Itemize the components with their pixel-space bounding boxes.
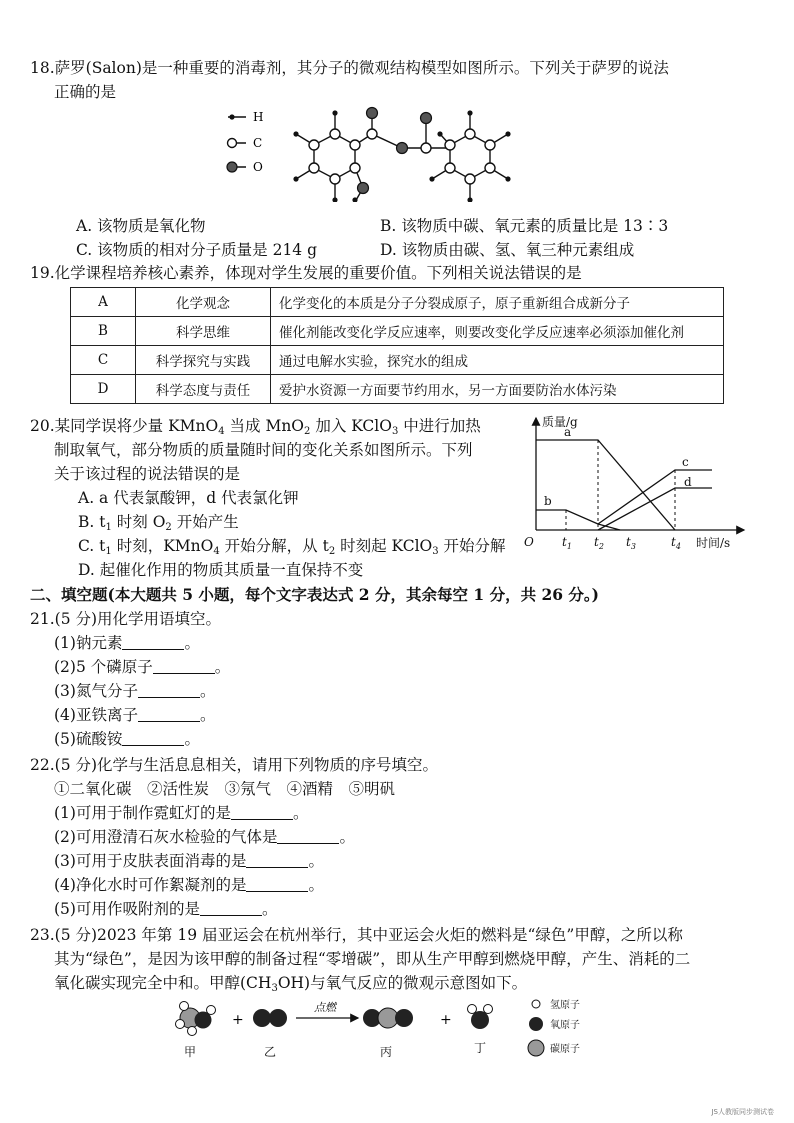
option-letter: C: [71, 346, 136, 375]
answer-blank[interactable]: [138, 707, 200, 722]
curve-a-label: a: [564, 425, 572, 439]
table-row: [71, 375, 724, 404]
page-footer: JS人教版同步测试卷: [711, 1108, 774, 1116]
option-letter: D: [71, 375, 136, 404]
q18-option-c: C. 该物质的相对分子质量是 214 g: [76, 241, 318, 259]
y-axis-label: 质量/g: [542, 415, 578, 429]
curve-c-label: c: [682, 455, 689, 469]
origin-label: O: [524, 535, 534, 549]
table-row: [71, 288, 724, 317]
oxygen-molecule: [253, 1009, 287, 1027]
atom-legend: [528, 998, 580, 1056]
q20-mass-time-graph: [522, 412, 752, 550]
q19-stem: 19.化学课程培养核心素养，体现对学生发展的重要价值。下列相关说法错误的是: [30, 264, 582, 282]
section2-title: 二、填空题(本大题共 5 小题，每个文字表达式 2 分，其余每空 1 分，共 26 分。): [30, 585, 600, 604]
label-bing: 丙: [380, 1045, 393, 1059]
option-letter: B: [71, 317, 136, 346]
q21-item-1: (1)钠元素 。: [54, 634, 200, 652]
option-letter: A: [71, 288, 136, 317]
q19-table: [70, 287, 724, 404]
q18-stem-line2: 正确的是: [54, 83, 117, 101]
q22-item-4: (4)净化水时可作絮凝剂的是 。: [54, 876, 324, 894]
table-row: [71, 346, 724, 375]
answer-blank[interactable]: [122, 731, 184, 746]
q21-stem: 21.(5 分)用化学用语填空。: [30, 610, 222, 628]
q23-stem-line3: 氧化碳实现完全中和。甲醇$(CH_3OH)$与氧气反应的微观示意图如下。: [54, 974, 528, 994]
q22-stem: 22.(5 分)化学与生活息息相关，请用下列物质的序号填空。: [30, 756, 439, 774]
legend-o-label: O: [253, 160, 263, 174]
q21-item-2: (2)5 个磷原子 。: [54, 658, 231, 676]
methanol-molecule: [176, 1002, 216, 1036]
curve-d-label: d: [684, 475, 692, 489]
q20-stem-line3: 关于该过程的说法错误的是: [54, 465, 241, 483]
legend-c-label: C: [253, 136, 263, 150]
answer-blank[interactable]: [246, 877, 308, 892]
salol-molecule-model: [222, 104, 522, 202]
q21-item-5: (5)硫酸铵 。: [54, 730, 200, 748]
literacy-category: 化学观念: [136, 288, 271, 317]
literacy-category: 科学探究与实践: [136, 346, 271, 375]
q20-stem-line1: 20.某同学误将少量 KMnO$_4$ 当成 MnO$_2$ 加入 KClO$_3$ 中进行加热: [30, 417, 481, 437]
q22-item-2: (2)可用澄清石灰水检验的气体是 。: [54, 828, 355, 846]
answer-blank[interactable]: [200, 901, 262, 916]
carbon-dioxide-molecule: [363, 1008, 413, 1028]
q23-reaction-diagram: [170, 996, 610, 1062]
literacy-category: 科学思维: [136, 317, 271, 346]
q22-options: ①二氧化碳 ②活性炭 ③氖气 ④酒精 ⑤明矾: [54, 780, 396, 798]
answer-blank[interactable]: [231, 805, 293, 820]
q23-stem-line1: 23.(5 分)2023 年第 19 届亚运会在杭州举行，其中亚运会火炬的燃料是“绿色”甲醇，之所以称: [30, 926, 683, 944]
plus-sign: +: [232, 1012, 244, 1028]
tick-t4: $t_4$: [671, 535, 681, 550]
statement: 催化剂能改变化学反应速率，则要改变化学反应速率必须添加催化剂: [271, 317, 724, 346]
q20-option-c: C. $t_1$ 时刻，KMnO$_4$ 开始分解，从 $t_2$ 时刻起 KClO$_3$ 开始分解: [78, 537, 506, 557]
water-molecule: [468, 1005, 493, 1030]
q18-option-b: B. 该物质中碳、氧元素的质量比是 13∶3: [380, 217, 669, 235]
table-row: [71, 317, 724, 346]
tick-t1: $t_1$: [562, 535, 572, 550]
reaction-condition: 点燃: [314, 1001, 336, 1014]
q20-option-a: A. a 代表氯酸钾，d 代表氯化钾: [78, 489, 299, 507]
q22-item-1: (1)可用于制作霓虹灯的是 。: [54, 804, 309, 822]
legend-hydrogen: 氢原子: [550, 1000, 580, 1011]
q18-option-a: A. 该物质是氧化物: [76, 217, 206, 235]
answer-blank[interactable]: [153, 659, 215, 674]
answer-blank[interactable]: [122, 635, 184, 650]
q20-stem-line2: 制取氧气，部分物质的质量随时间的变化关系如图所示。下列: [54, 441, 473, 459]
q21-item-4: (4)亚铁离子 。: [54, 706, 216, 724]
q18-option-d: D. 该物质由碳、氢、氧三种元素组成: [380, 241, 635, 259]
answer-blank[interactable]: [138, 683, 200, 698]
q21-item-3: (3)氮气分子 。: [54, 682, 216, 700]
label-ding: 丁: [474, 1041, 487, 1055]
tick-t3: $t_3$: [626, 535, 636, 550]
q18-stem-line1: 18.萨罗(Salon)是一种重要的消毒剂，其分子的微观结构模型如图所示。下列关于萨罗的说法: [30, 59, 669, 77]
label-yi: 乙: [264, 1045, 277, 1059]
q22-item-5: (5)可用作吸附剂的是 。: [54, 900, 278, 918]
curve-b-label: b: [544, 494, 552, 508]
statement: 爱护水资源一方面要节约用水，另一方面要防治水体污染: [271, 375, 724, 404]
legend-h-label: H: [253, 110, 264, 124]
q23-stem-line2: 其为“绿色”，是因为该甲醇的制备过程“零增碳”，即从生产甲醇到燃烧甲醇，产生、消耗的二: [54, 950, 691, 968]
answer-blank[interactable]: [277, 829, 339, 844]
q20-option-d: D. 起催化作用的物质其质量一直保持不变: [78, 561, 364, 579]
statement: 通过电解水实验，探究水的组成: [271, 346, 724, 375]
plus-sign: +: [440, 1012, 452, 1028]
answer-blank[interactable]: [246, 853, 308, 868]
literacy-category: 科学态度与责任: [136, 375, 271, 404]
label-jia: 甲: [184, 1045, 197, 1059]
statement: 化学变化的本质是分子分裂成原子，原子重新组合成新分子: [271, 288, 724, 317]
q20-option-b: B. $t_1$ 时刻 $O_2$ 开始产生: [78, 513, 239, 533]
tick-t2: $t_2$: [594, 535, 604, 550]
legend-carbon: 碳原子: [550, 1044, 580, 1055]
legend-oxygen: 氧原子: [550, 1020, 580, 1031]
q22-item-3: (3)可用于皮肤表面消毒的是 。: [54, 852, 324, 870]
x-axis-label: 时间/s: [696, 536, 731, 550]
